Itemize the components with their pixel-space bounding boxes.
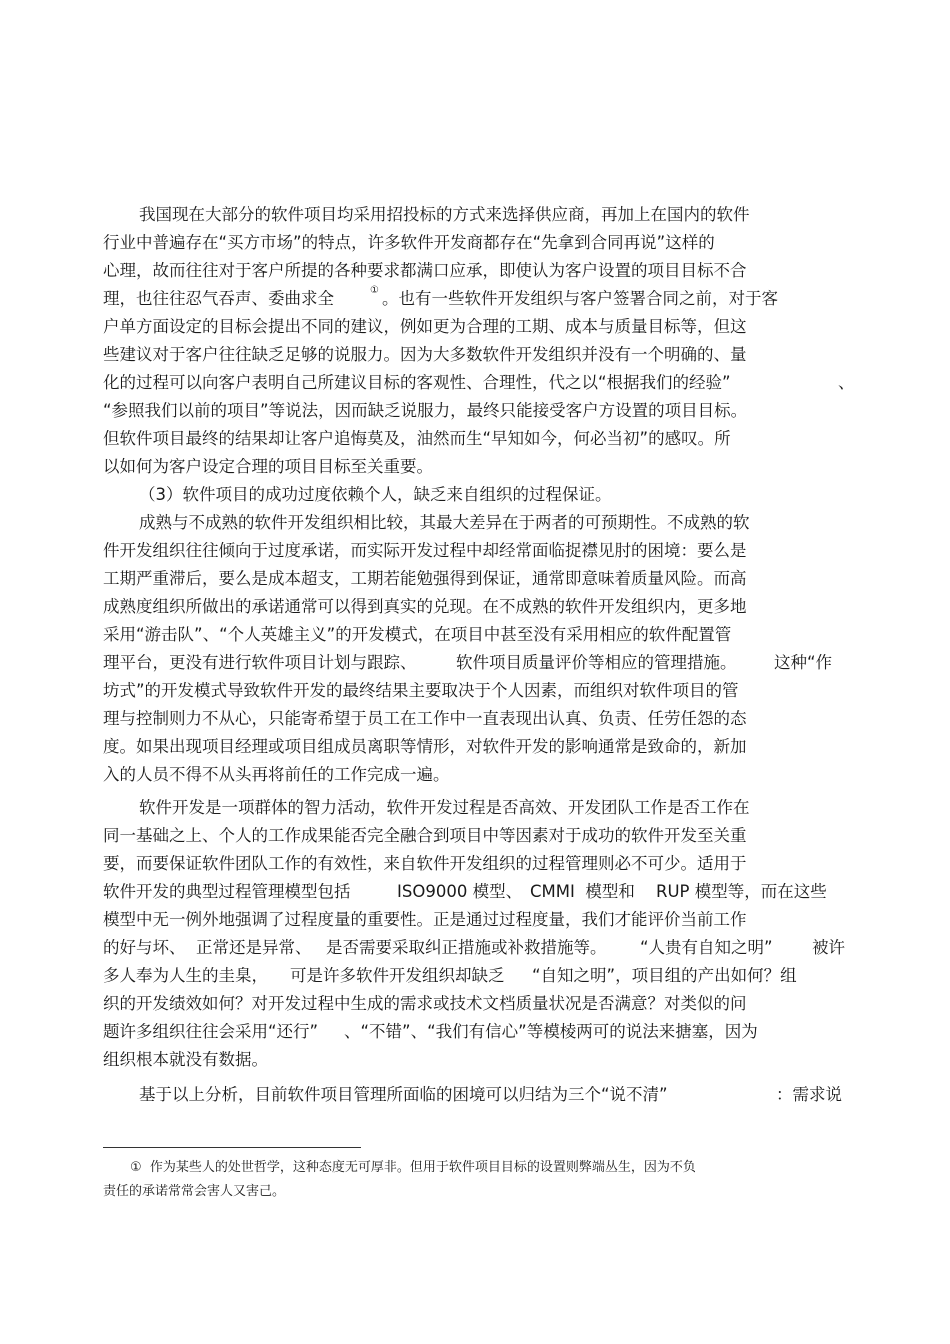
body-line: 软件开发的典型过程管理模型包括	[103, 882, 351, 901]
body-line: 成熟度组织所做出的承诺通常可以得到真实的兑现。在不成熟的软件开发组织内，更多地	[103, 597, 747, 616]
body-line: 基于以上分析，目前软件项目管理所面临的困境可以归结为三个“说不清”	[139, 1085, 668, 1104]
body-line: 工期严重滞后，要么是成本超支，工期若能勉强得到保证，通常即意味着质量风险。而高	[103, 569, 747, 588]
body-line: 但软件项目最终的结果却让客户追悔莫及，油然而生“早知如今，何必当初”的感叹。所	[103, 429, 731, 448]
footnote-separator	[103, 1147, 361, 1148]
footnote-marker: ①	[370, 285, 379, 296]
body-line: “参照我们以前的项目”等说法，因而缺乏说服力，最终只能接受客户方设置的项目目标。	[103, 401, 748, 420]
body-line: 度。如果出现项目经理或项目组成员离职等情形，对软件开发的影响通常是致命的，新加	[103, 737, 747, 756]
section-heading: （3）软件项目的成功过度依赖个人，缺乏来自组织的过程保证。	[139, 485, 612, 504]
body-line: 化的过程可以向客户表明自己所建议目标的客观性、合理性，代之以“根据我们的经验”	[103, 373, 731, 392]
body-line: 是否需要采取纠正措施或补救措施等。	[326, 938, 607, 957]
body-line: 可是许多软件开发组织却缺乏	[290, 966, 505, 985]
body-line: 要，而要保证软件团队工作的有效性，来自软件开发组织的过程管理则必不可少。适用于	[103, 854, 747, 873]
body-line: 这种“作	[774, 653, 833, 672]
body-line: 件开发组织往往倾向于过度承诺，而实际开发过程中却经常面临捉襟见肘的困境：要么是	[103, 541, 747, 560]
body-line: “自知之明”，项目组的产出如何？组	[532, 966, 797, 985]
body-line: 题许多组织往往会采用“还行”	[103, 1022, 319, 1041]
body-line: 成熟与不成熟的软件开发组织相比较，其最大差异在于两者的可预期性。不成熟的软	[139, 513, 750, 532]
body-line: 我国现在大部分的软件项目均采用招投标的方式来选择供应商，再加上在国内的软件	[139, 205, 750, 224]
body-line: 户单方面设定的目标会提出不同的建议，例如更为合理的工期、成本与质量目标等，但这	[103, 317, 747, 336]
body-line: 软件开发是一项群体的智力活动，软件开发过程是否高效、开发团队工作是否工作在	[139, 798, 750, 817]
body-line: 。也有一些软件开发组织与客户签署合同之前，对于客	[382, 289, 778, 308]
body-line: 理，也往往忍气吞声、委曲求全	[103, 289, 334, 308]
body-line: ISO9000 模型、	[397, 882, 523, 901]
body-line: 心理，故而往往对于客户所提的各种要求都满口应承，即使认为客户设置的项目目标不合	[103, 261, 747, 280]
footnote-line: ① 作为某些人的处世哲学，这种态度无可厚非。但用于软件项目目标的设置则弊端丛生，因为不负	[130, 1160, 696, 1175]
body-line: 软件项目质量评价等相应的管理措施。	[456, 653, 737, 672]
body-line: 入的人员不得不从头再将前任的工作完成一遍。	[103, 765, 450, 784]
body-line: 正常还是异常、	[196, 938, 312, 957]
body-line: 、	[838, 373, 855, 392]
body-line: 些建议对于客户往往缺乏足够的说服力。因为大多数软件开发组织并没有一个明确的、量	[103, 345, 747, 364]
body-line: 模型中无一例外地强调了过程度量的重要性。正是通过过程度量，我们才能评价当前工作	[103, 910, 747, 929]
body-line: “人贵有自知之明”	[640, 938, 773, 957]
body-line: 理与控制则力不从心，只能寄希望于员工在工作中一直表现出认真、负责、任劳任怨的态	[103, 709, 747, 728]
body-line: 织的开发绩效如何？对开发过程中生成的需求或技术文档质量状况是否满意？对类似的问	[103, 994, 747, 1013]
body-line: 同一基础之上、个人的工作成果能否完全融合到项目中等因素对于成功的软件开发至关重	[103, 826, 747, 845]
body-line: ：需求说	[776, 1085, 842, 1104]
body-line: 坊式”的开发模式导致软件开发的最终结果主要取决于个人因素，而组织对软件项目的管	[103, 681, 739, 700]
body-line: 采用“游击队”、“个人英雄主义”的开发模式，在项目中甚至没有采用相应的软件配置管	[103, 625, 732, 644]
body-line: 组织根本就没有数据。	[103, 1050, 268, 1069]
body-line: 行业中普遍存在“买方市场”的特点，许多软件开发商都存在“先拿到合同再说”这样的	[103, 233, 715, 252]
body-line: 的好与坏、	[103, 938, 186, 957]
body-line: 多人奉为人生的圭臬，	[103, 966, 268, 985]
body-line: CMMI 模型和	[530, 882, 635, 901]
body-line: 以如何为客户设定合理的项目目标至关重要。	[103, 457, 433, 476]
body-line: RUP 模型等，而在这些	[656, 882, 827, 901]
body-line: 、“不错”、“我们有信心”等模棱两可的说法来搪塞，因为	[344, 1022, 758, 1041]
body-line: 被许	[812, 938, 845, 957]
footnote-line: 责任的承诺常常会害人又害己。	[103, 1184, 286, 1199]
body-line: 理平台，更没有进行软件项目计划与跟踪、	[103, 653, 417, 672]
